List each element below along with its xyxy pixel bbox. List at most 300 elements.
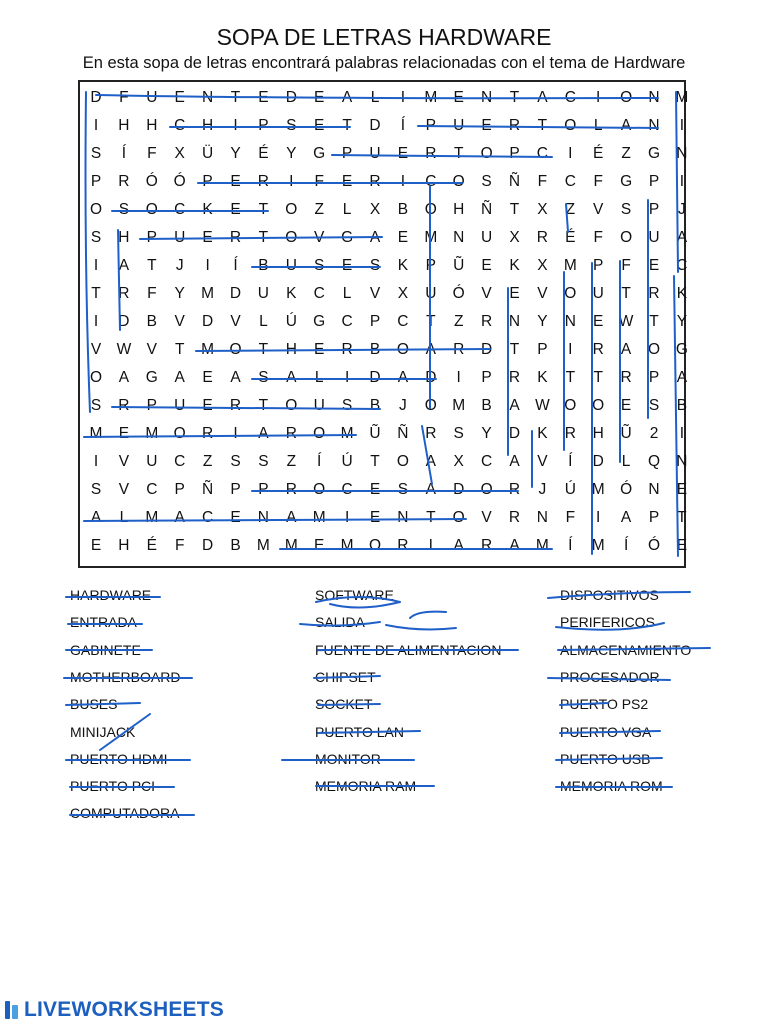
grid-letter: K xyxy=(537,369,548,386)
grid-letter: R xyxy=(648,285,660,302)
grid-letter: S xyxy=(453,425,464,442)
grid-letter: O xyxy=(620,229,633,246)
grid-letter: U xyxy=(174,397,186,414)
grid-letter: E xyxy=(202,229,213,246)
grid-letter: R xyxy=(341,341,353,358)
grid-letter: Ñ xyxy=(201,481,214,498)
grid-letter: D xyxy=(369,369,381,386)
grid-letter: P xyxy=(202,173,213,190)
grid-letter: A xyxy=(258,425,269,442)
grid-letter: A xyxy=(425,453,436,470)
grid-letter: C xyxy=(564,173,576,190)
grid-letter: U xyxy=(648,229,660,246)
grid-letter: A xyxy=(286,369,297,386)
grid-letter: B xyxy=(481,397,492,414)
grid-letter: Ó xyxy=(647,537,661,554)
grid-letter: O xyxy=(173,425,186,442)
grid-letter: P xyxy=(341,145,353,162)
word-item: PUERTO VGA xyxy=(560,723,652,740)
grid-letter: I xyxy=(679,173,685,190)
grid-letter: H xyxy=(118,537,130,554)
grid-letter: U xyxy=(425,285,437,302)
grid-letter: U xyxy=(146,453,158,470)
grid-letter: C xyxy=(676,257,688,274)
grid-letter: Í xyxy=(400,117,406,134)
grid-letter: M xyxy=(340,537,354,554)
grid-letter: L xyxy=(593,117,603,134)
word-item: PERIFERICOS xyxy=(560,614,655,631)
grid-letter: Z xyxy=(286,453,297,470)
grid-letter: I xyxy=(456,369,461,386)
grid-letter: E xyxy=(118,425,130,442)
grid-letter: H xyxy=(118,229,130,246)
grid-letter: B xyxy=(369,341,381,358)
grid-letter: O xyxy=(145,201,158,218)
word-item: GABINETE xyxy=(70,641,141,658)
grid-letter: E xyxy=(620,397,632,414)
grid-letter: N xyxy=(397,509,409,526)
grid-letter: E xyxy=(314,89,325,106)
grid-letter: P xyxy=(648,201,660,218)
grid-letter: T xyxy=(174,341,185,358)
grid-letter: C xyxy=(341,313,353,330)
grid-letter: R xyxy=(564,425,576,442)
grid-letter: X xyxy=(537,201,548,218)
grid-letter: F xyxy=(593,229,603,246)
word-item: PROCESADOR xyxy=(560,668,660,685)
word-item: PUERTO LAN xyxy=(315,723,404,740)
grid-letter: U xyxy=(453,117,465,134)
grid-letter: N xyxy=(648,117,660,134)
grid-letter: H xyxy=(285,341,297,358)
grid-letter: O xyxy=(368,537,382,554)
grid-letter: M xyxy=(284,537,298,554)
grid-letter: Í xyxy=(623,537,629,554)
word-item: MEMORIA ROM xyxy=(560,778,663,795)
grid-letter: A xyxy=(676,369,688,386)
grid-letter: M xyxy=(89,425,103,442)
grid-letter: C xyxy=(201,509,214,526)
grid-letter: Z xyxy=(314,201,324,218)
grid-letter: A xyxy=(620,341,632,358)
grid-letter: E xyxy=(369,509,381,526)
grid-letter: F xyxy=(621,257,631,274)
grid-letter: D xyxy=(285,89,297,106)
grid-letter: O xyxy=(592,397,605,414)
word-item: PUERTO HDMI xyxy=(70,750,168,767)
word-item: ENTRADA xyxy=(70,614,137,631)
grid-letter: V xyxy=(174,313,185,330)
grid-letter: R xyxy=(480,537,493,554)
grid-letter: T xyxy=(453,145,464,162)
grid-letter: J xyxy=(538,481,547,498)
grid-letter: F xyxy=(119,89,129,106)
grid-letter: R xyxy=(201,425,214,442)
grid-letter: O xyxy=(564,117,577,134)
grid-letter: E xyxy=(341,257,353,274)
grid-letter: T xyxy=(537,117,548,134)
grid-letter: Í xyxy=(317,453,322,470)
grid-letter: T xyxy=(565,369,576,386)
grid-letter: S xyxy=(314,257,325,274)
grid-letter: W xyxy=(116,341,132,358)
grid-letter: A xyxy=(118,369,130,386)
grid-letter: Y xyxy=(286,145,297,162)
grid-letter: U xyxy=(592,285,604,302)
grid-letter: T xyxy=(258,397,269,414)
grid-letter: R xyxy=(285,481,297,498)
grid-letter: O xyxy=(452,509,465,526)
grid-letter: Ũ xyxy=(369,425,381,442)
grid-letter: R xyxy=(397,537,409,554)
grid-letter: T xyxy=(147,257,157,274)
grid-letter: T xyxy=(621,285,631,302)
grid-letter: V xyxy=(537,453,548,470)
grid-letter: T xyxy=(258,229,269,246)
grid-letter: S xyxy=(481,173,492,190)
grid-letter: R xyxy=(369,173,381,190)
grid-letter: G xyxy=(675,341,688,358)
grid-letter: E xyxy=(341,173,353,190)
grid-letter: R xyxy=(118,397,130,414)
grid-letter: N xyxy=(648,89,660,106)
grid-letter: K xyxy=(202,201,213,218)
grid-letter: P xyxy=(509,145,520,162)
grid-letter: O xyxy=(89,201,103,218)
grid-letter: G xyxy=(620,173,633,190)
grid-letter: A xyxy=(174,509,185,526)
word-item: SOFTWARE xyxy=(315,587,394,603)
grid-letter: E xyxy=(174,89,185,106)
grid-letter: A xyxy=(174,369,185,386)
grid-letter: P xyxy=(90,173,102,190)
grid-letter: X xyxy=(537,257,548,274)
grid-letter: Ñ xyxy=(480,201,493,218)
grid-letter: V xyxy=(314,229,325,246)
word-item: SALIDA xyxy=(315,614,365,631)
grid-letter: S xyxy=(620,201,632,218)
grid-letter: S xyxy=(258,453,269,470)
grid-letter: M xyxy=(424,229,438,246)
grid-letter: T xyxy=(342,117,352,134)
grid-letter: P xyxy=(230,481,241,498)
grid-letter: A xyxy=(509,537,520,554)
grid-letter: Í xyxy=(568,453,573,470)
grid-letter: R xyxy=(480,313,493,330)
grid-letter: A xyxy=(425,341,436,358)
grid-letter: R xyxy=(118,173,130,190)
grid-letter: D xyxy=(480,341,493,358)
grid-letter: M xyxy=(145,509,159,526)
grid-letter: N xyxy=(257,509,269,526)
grid-letter: I xyxy=(93,117,99,134)
grid-letter: R xyxy=(536,229,548,246)
grid-letter: Í xyxy=(121,145,127,162)
grid-letter: S xyxy=(341,397,353,414)
grid-letter: C xyxy=(313,285,325,302)
grid-letter: E xyxy=(314,537,325,554)
grid-letter: C xyxy=(480,453,493,470)
grid-letter: O xyxy=(229,341,242,358)
grid-letter: D xyxy=(118,313,130,330)
grid-letter: P xyxy=(648,173,660,190)
grid-letter: O xyxy=(313,481,326,498)
word-item: PUERTO PS2 xyxy=(560,696,649,713)
grid-letter: Q xyxy=(647,453,661,470)
grid-letter: A xyxy=(118,257,130,274)
grid-letter: G xyxy=(145,369,158,386)
grid-letter: W xyxy=(618,313,634,330)
grid-letter: S xyxy=(230,453,241,470)
grid-letter: H xyxy=(118,117,130,134)
grid-letter: E xyxy=(397,145,409,162)
grid-letter: A xyxy=(341,89,353,106)
grid-letter: E xyxy=(676,537,688,554)
word-item: PUERTO PCI xyxy=(70,778,156,795)
grid-letter: Y xyxy=(537,313,548,330)
grid-letter: Y xyxy=(174,285,185,302)
grid-letter: I xyxy=(344,369,350,386)
grid-letter: D xyxy=(508,425,521,442)
grid-letter: D xyxy=(201,313,214,330)
grid-letter: P xyxy=(258,117,269,134)
grid-letter: R xyxy=(508,369,521,386)
grid-letter: P xyxy=(648,369,660,386)
grid-letter: A xyxy=(620,117,632,134)
grid-letter: Ñ xyxy=(508,173,521,190)
grid-letter: I xyxy=(233,117,238,134)
grid-letter: Ó xyxy=(452,285,465,302)
grid-letter: B xyxy=(397,201,409,218)
grid-letter: V xyxy=(593,201,604,218)
grid-letter: D xyxy=(201,537,214,554)
grid-letter: F xyxy=(147,145,157,162)
grid-letter: F xyxy=(565,509,576,526)
grid-letter: S xyxy=(286,117,297,134)
grid-letter: U xyxy=(146,89,158,106)
grid-letter: V xyxy=(481,285,492,302)
grid-letter: A xyxy=(676,229,688,246)
grid-letter: B xyxy=(258,257,269,274)
grid-letter: Ú xyxy=(341,453,353,470)
grid-letter: B xyxy=(230,537,241,554)
word-item: MOTHERBOARD xyxy=(70,668,181,685)
logo-text: LIVEWORKSHEETS xyxy=(24,998,224,1021)
word-item: PUERTO USB xyxy=(560,750,651,767)
grid-letter: L xyxy=(370,89,380,106)
grid-letter: F xyxy=(593,173,603,190)
grid-letter: J xyxy=(399,397,407,414)
grid-letter: G xyxy=(647,145,661,162)
page-subtitle: En esta sopa de letras encontrará palabras relacionadas con el tema de Hardware xyxy=(82,54,686,72)
grid-letter: L xyxy=(342,201,352,218)
grid-letter: H xyxy=(146,117,158,134)
grid-letter: E xyxy=(509,285,520,302)
grid-letter: Z xyxy=(621,145,631,162)
grid-letter: Z xyxy=(453,313,464,330)
grid-letter: S xyxy=(90,229,102,246)
grid-letter: R xyxy=(425,425,437,442)
grid-letter: F xyxy=(537,173,548,190)
grid-letter: T xyxy=(230,89,241,106)
grid-letter: X xyxy=(453,453,464,470)
word-item: DISPOSITIVOS xyxy=(560,587,659,603)
grid-letter: O xyxy=(480,481,493,498)
grid-letter: D xyxy=(453,481,465,498)
grid-letter: K xyxy=(676,285,688,302)
grid-letter: R xyxy=(508,117,521,134)
grid-letter: É xyxy=(593,145,604,162)
grid-letter: V xyxy=(230,313,241,330)
grid-letter: M xyxy=(201,341,215,358)
grid-letter: U xyxy=(257,285,269,302)
grid-letter: H xyxy=(453,201,465,218)
word-item: CHIPSET xyxy=(315,668,376,685)
grid-letter: I xyxy=(400,173,406,190)
grid-letter: I xyxy=(679,117,685,134)
grid-letter: O xyxy=(480,145,493,162)
grid-letter: F xyxy=(174,537,185,554)
grid-letter: Ó xyxy=(145,173,158,190)
grid-letter: M xyxy=(145,425,159,442)
grid-letter: Y xyxy=(230,145,241,162)
grid-letter: P xyxy=(425,257,436,274)
grid-letter: V xyxy=(118,453,130,470)
grid-letter: E xyxy=(230,509,241,526)
grid-letter: I xyxy=(596,89,601,106)
grid-letter: E xyxy=(202,397,213,414)
grid-letter: É xyxy=(565,229,576,246)
grid-letter: O xyxy=(89,369,103,386)
grid-letter: G xyxy=(313,313,326,330)
grid-letter: C xyxy=(174,117,186,134)
grid-letter: I xyxy=(568,145,573,162)
grid-letter: P xyxy=(537,341,548,358)
grid-letter: E xyxy=(202,369,213,386)
grid-letter: C xyxy=(536,145,548,162)
grid-letter: A xyxy=(369,229,381,246)
grid-letter: M xyxy=(563,257,577,274)
grid-letter: I xyxy=(233,425,238,442)
grid-letter: E xyxy=(481,257,492,274)
grid-letter: É xyxy=(146,537,157,554)
grid-letter: C xyxy=(174,453,186,470)
grid-letter: O xyxy=(424,397,437,414)
grid-letter: P xyxy=(146,229,157,246)
grid-letter: W xyxy=(535,397,550,414)
grid-letter: R xyxy=(425,145,437,162)
grid-letter: J xyxy=(678,201,686,218)
grid-letter: T xyxy=(91,285,101,302)
grid-letter: N xyxy=(201,89,214,106)
grid-letter: I xyxy=(93,257,99,274)
grid-letter: H xyxy=(201,117,214,134)
grid-letter: B xyxy=(369,397,381,414)
word-item: MINIJACK xyxy=(70,723,136,740)
grid-letter: I xyxy=(679,425,685,442)
grid-letter: S xyxy=(258,369,269,386)
grid-letter: O xyxy=(564,397,577,414)
grid-letter: A xyxy=(286,509,297,526)
grid-letter: Í xyxy=(233,257,238,274)
grid-letter: E xyxy=(258,89,269,106)
grid-letter: O xyxy=(285,229,298,246)
grid-letter: K xyxy=(286,285,297,302)
grid-letter: R xyxy=(508,481,521,498)
grid-letter: V xyxy=(90,341,102,358)
grid-letter: M xyxy=(591,481,605,498)
grid-letter: Z xyxy=(565,201,576,218)
grid-letter: R xyxy=(229,229,242,246)
logo-mark-icon xyxy=(4,1000,20,1020)
grid-letter: C xyxy=(146,481,158,498)
grid-letter: H xyxy=(592,425,604,442)
page-title: SOPA DE LETRAS HARDWARE xyxy=(216,24,552,50)
grid-letter: L xyxy=(119,509,129,526)
grid-letter: N xyxy=(536,509,548,526)
grid-letter: C xyxy=(564,89,576,106)
grid-letter: U xyxy=(480,229,493,246)
grid-letter: T xyxy=(677,509,687,526)
grid-letter: I xyxy=(400,89,406,106)
grid-letter: O xyxy=(452,173,465,190)
grid-letter: E xyxy=(648,257,660,274)
grid-letter: T xyxy=(258,341,269,358)
grid-letter: L xyxy=(342,285,352,302)
grid-letter: R xyxy=(229,397,242,414)
grid-letter: S xyxy=(397,481,409,498)
grid-letter: T xyxy=(509,201,520,218)
grid-letter: F xyxy=(314,173,324,190)
grid-letter: A xyxy=(509,397,520,414)
grid-letter: P xyxy=(593,257,604,274)
grid-letter: M xyxy=(675,89,689,106)
grid-letter: S xyxy=(118,201,130,218)
grid-letter: E xyxy=(453,89,464,106)
grid-letter: P xyxy=(481,369,492,386)
grid-letter: T xyxy=(593,369,603,386)
grid-letter: T xyxy=(426,509,436,526)
grid-letter: Ó xyxy=(173,173,186,190)
grid-letter: I xyxy=(344,509,350,526)
grid-letter: C xyxy=(425,173,437,190)
grid-letter: D xyxy=(229,285,242,302)
grid-letter: N xyxy=(480,89,493,106)
grid-letter: Z xyxy=(202,453,213,470)
grid-letter: A xyxy=(397,369,409,386)
grid-letter: O xyxy=(396,453,409,470)
grid-letter: E xyxy=(230,201,241,218)
grid-letter: X xyxy=(174,145,185,162)
grid-letter: X xyxy=(369,201,381,218)
grid-letter: Ú xyxy=(285,313,297,330)
grid-letter: L xyxy=(621,453,631,470)
grid-letter: R xyxy=(118,285,130,302)
grid-letter: S xyxy=(369,257,381,274)
grid-letter: P xyxy=(174,481,185,498)
word-item: SOCKET xyxy=(315,696,373,713)
grid-letter: E xyxy=(397,229,409,246)
grid-letter: L xyxy=(259,313,268,330)
grid-letter: D xyxy=(90,89,102,106)
grid-letter: M xyxy=(424,89,438,106)
grid-letter: T xyxy=(509,341,520,358)
grid-letter: U xyxy=(313,397,325,414)
grid-letter: X xyxy=(397,285,409,302)
grid-letter: S xyxy=(648,397,660,414)
grid-letter: S xyxy=(90,145,102,162)
grid-letter: N xyxy=(508,313,521,330)
